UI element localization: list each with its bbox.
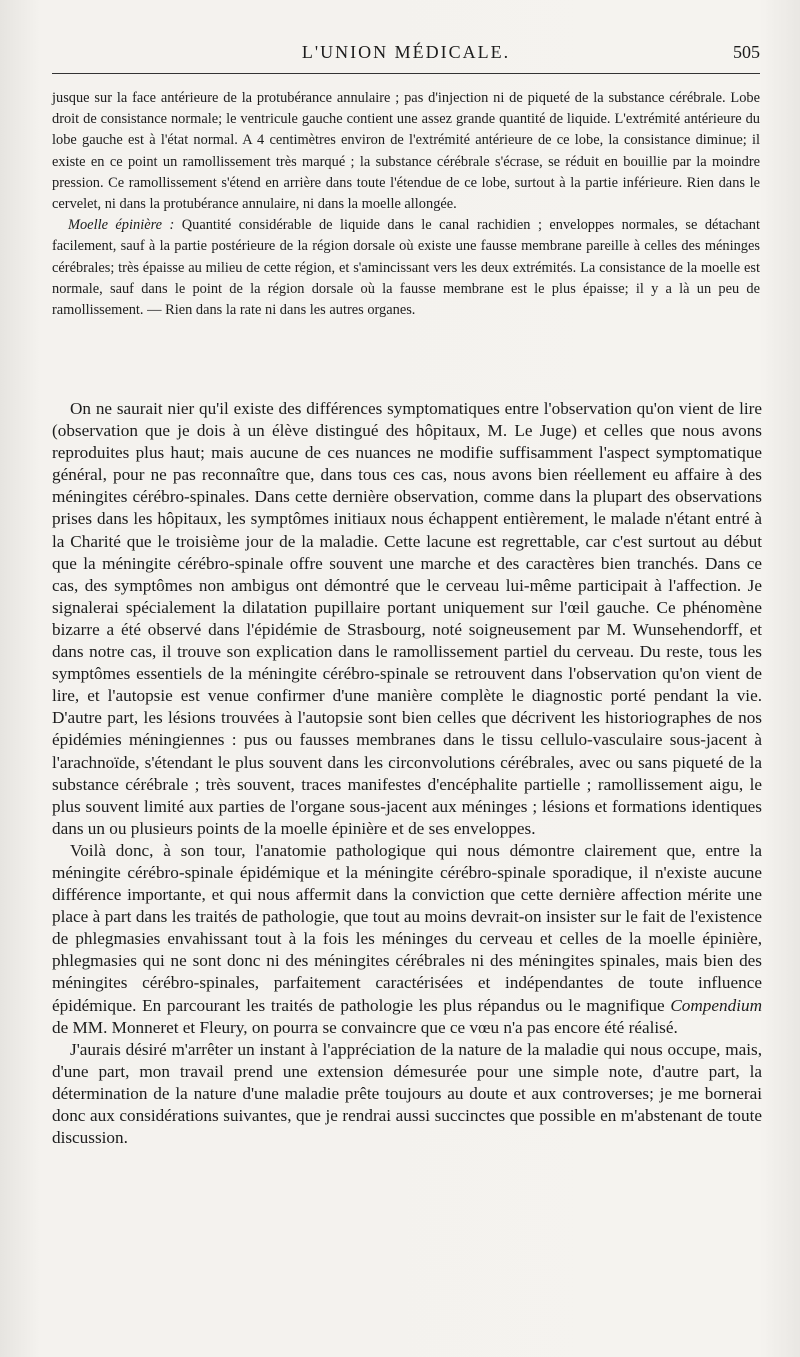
spinal-cord-label: Moelle épinière : [68, 217, 175, 234]
anatomy-text-end: de MM. Monneret et Fleury, on pourra se convaincre que ce vœu n'a pas encore été réalisé. [52, 1017, 678, 1037]
paragraph-spinal-cord [52, 215, 760, 321]
page-number: 505 [733, 42, 760, 62]
header-rule [52, 73, 760, 74]
autopsy-notes [52, 88, 760, 321]
page-header [52, 40, 760, 66]
paragraph-anatomy [52, 840, 762, 1039]
paragraph-discussion: On ne saurait nier qu'il existe des différences symptomatiques entre l'observation qu'on vient de lire (observation que je dois à un élève distingué des hôpitaux, M. Le Juge) et celles que nous avons reproduites plus haut; mais aucune de ces nuances ne modifie suffisamment l'aspect symptomatique général, pour ne pas reconnaître que, dans tous ces cas, nous avons bien réellement eu affaire à des méningites cérébro-spinales. Dans cette dernière observation, comme dans la plupart des observations prises dans les hôpitaux, les symptômes initiaux nous échappent entièrement, le malade n'étant entré à la Charité que le troisième jour de la maladie. Cette lacune est regrettable, car c'est surtout au début que la méningite cérébro-spinale offre souvent une marche et des caractères bien tranchés. Dans ce cas, des symptômes non ambigus ont démontré que le cerveau lui-même participait à l'affection. Je signalerai spécialement la dilatation pupillaire portant uniquement sur l'œil gauche. Ce phénomène bizarre a été observé dans l'épidémie de Strasbourg, noté soigneusement par M. Wunsehendorff, et dans notre cas, il trouve son explication dans le ramollissement partiel du cerveau. Du reste, tous les symptômes essentiels de la méningite cérébro-spinale se retrouvent dans l'observation qu'on vient de lire, et l'autopsie est venue confirmer d'une manière complète le diagnostic porté pendant la vie. D'autre part, les lésions trouvées à l'autopsie sont bien celles que décrivent les historiographes de nos épidémies méningiennes : pus ou fausses membranes dans le tissu cellulo-vasculaire sous-jacent à l'arachnoïde, s'étendant le plus souvent dans les circonvolutions cérébrales, avec ou sans piqueté de la substance cérébrale ; très souvent, traces manifestes d'encéphalite partielle ; ramollissement aigu, le plus souvent limité aux parties de l'organe sous-jacent aux méninges ; lésions et formations identiques dans un ou plusieurs points de la moelle épinière et de ses enveloppes. [52, 399, 762, 838]
anatomy-text-start: Voilà donc, à son tour, l'anatomie pathologique qui nous démontre clairement que, entre la méningite cérébro-spinale épidémique et la méningite cérébro-spinale sporadique, il n'existe aucune différence importante, et qui nous affermit dans la conviction que cette dernière affection mérite une place à part dans les traités de pathologie, que tout au moins devrait-on insister sur le fait de l'existence de phlegmasies envahissant tout à la fois les méninges du cerveau et celles de la moelle épinière, phlegmasies qui ne sont donc ni des méningites cérébrales ni des méningites spinales, mais bien des méningites cérébro-spinales, parfaitement caractérisées et indépendantes de toute influence épidémique. En parcourant les traités de pathologie les plus répandus ou le magnifique [52, 840, 762, 1015]
spinal-cord-text: Quantité considérable de liquide dans le canal rachidien ; enveloppes normales, se détachant facilement, sauf à la partie postérieure de la région dorsale où existe une fausse membrane pareille à celles des méninges cérébrales; très épaisse au milieu de cette région, et s'amincissant vers les deux extrémités. La consistance de la moelle est normale, sauf dans le point de la région dorsale où la fausse membrane est le plus épaisse; il y a là un peu de ramollissement. — Rien dans la rate ni dans les autres organes. [52, 217, 760, 319]
paragraph-brain: jusque sur la face antérieure de la protubérance annulaire ; pas d'injection ni de piqueté de la substance cérébrale. Lobe droit de consistance normale; le ventricule gauche contient une assez grande quantité de liquide. L'extrémité antérieure du lobe gauche est à l'état normal. A 4 centimètres environ de l'extrémité antérieure de ce lobe, la consistance diminue; il existe en ce point un ramollissement très marqué ; la substance cérébrale s'écrase, se réduit en bouillie par la moindre pression. Ce ramollissement s'étend en arrière dans toute l'étendue de ce lobe, surtout à la partie inférieure. Rien dans le cervelet, ni dans la protubérance annulaire, ni dans la moelle allongée. [52, 90, 760, 213]
journal-title: L'UNION MÉDICALE. [301, 42, 511, 62]
main-body [52, 398, 762, 1149]
paragraph-conclusion: J'aurais désiré m'arrêter un instant à l'appréciation de la nature de la maladie qui nous occupe, mais, d'une part, mon travail prend une extension démesurée pour une simple note, d'autre part, la détermination de la nature d'une maladie prête toujours au doute et aux controverses; je me bornerai donc aux considérations suivantes, que je rendrai aussi succinctes que possible en m'abstenant de toute discussion. [52, 1039, 762, 1148]
compendium-title: Compendium [670, 995, 762, 1015]
